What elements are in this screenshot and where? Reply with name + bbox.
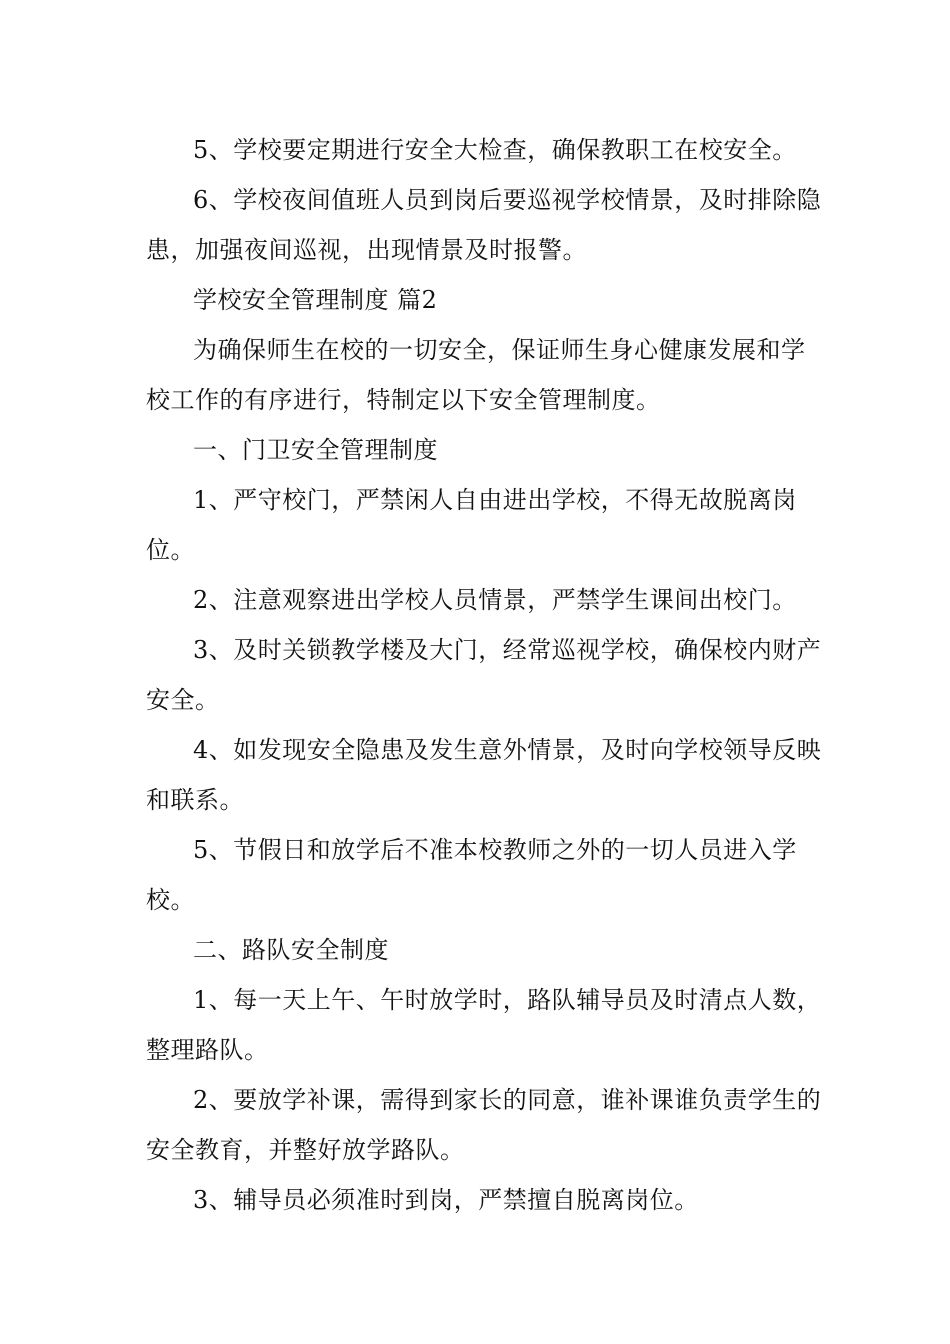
paragraph-line: 安全。 xyxy=(146,686,220,714)
subsection-heading: 一、门卫安全管理制度 xyxy=(193,436,438,464)
paragraph-line: 1、严守校门，严禁闲人自由进出学校，不得无故脱离岗 xyxy=(193,486,797,514)
paragraph-line: 2、注意观察进出学校人员情景，严禁学生课间出校门。 xyxy=(193,586,797,614)
paragraph-line: 3、及时关锁教学楼及大门，经常巡视学校，确保校内财产 xyxy=(193,636,822,664)
paragraph-line: 6、学校夜间值班人员到岗后要巡视学校情景，及时排除隐 xyxy=(193,186,822,214)
paragraph-line: 和联系。 xyxy=(146,786,244,814)
paragraph-line: 患，加强夜间巡视，出现情景及时报警。 xyxy=(146,236,587,264)
paragraph-line: 校。 xyxy=(146,886,195,914)
paragraph-line: 位。 xyxy=(146,536,195,564)
paragraph-line: 1、每一天上午、午时放学时，路队辅导员及时清点人数， xyxy=(193,986,822,1014)
paragraph-line: 5、节假日和放学后不准本校教师之外的一切人员进入学 xyxy=(193,836,797,864)
paragraph-line: 2、要放学补课，需得到家长的同意，谁补课谁负责学生的 xyxy=(193,1086,822,1114)
paragraph-line: 5、学校要定期进行安全大检查，确保教职工在校安全。 xyxy=(193,136,797,164)
paragraph-line: 校工作的有序进行，特制定以下安全管理制度。 xyxy=(146,386,661,414)
subsection-heading: 二、路队安全制度 xyxy=(193,936,389,964)
paragraph-line: 为确保师生在校的一切安全，保证师生身心健康发展和学 xyxy=(193,336,806,364)
paragraph-line: 3、辅导员必须准时到岗，严禁擅自脱离岗位。 xyxy=(193,1186,699,1214)
paragraph-line: 整理路队。 xyxy=(146,1036,269,1064)
section-heading: 学校安全管理制度 篇2 xyxy=(193,286,438,314)
paragraph-line: 安全教育，并整好放学路队。 xyxy=(146,1136,465,1164)
paragraph-line: 4、如发现安全隐患及发生意外情景，及时向学校领导反映 xyxy=(193,736,822,764)
